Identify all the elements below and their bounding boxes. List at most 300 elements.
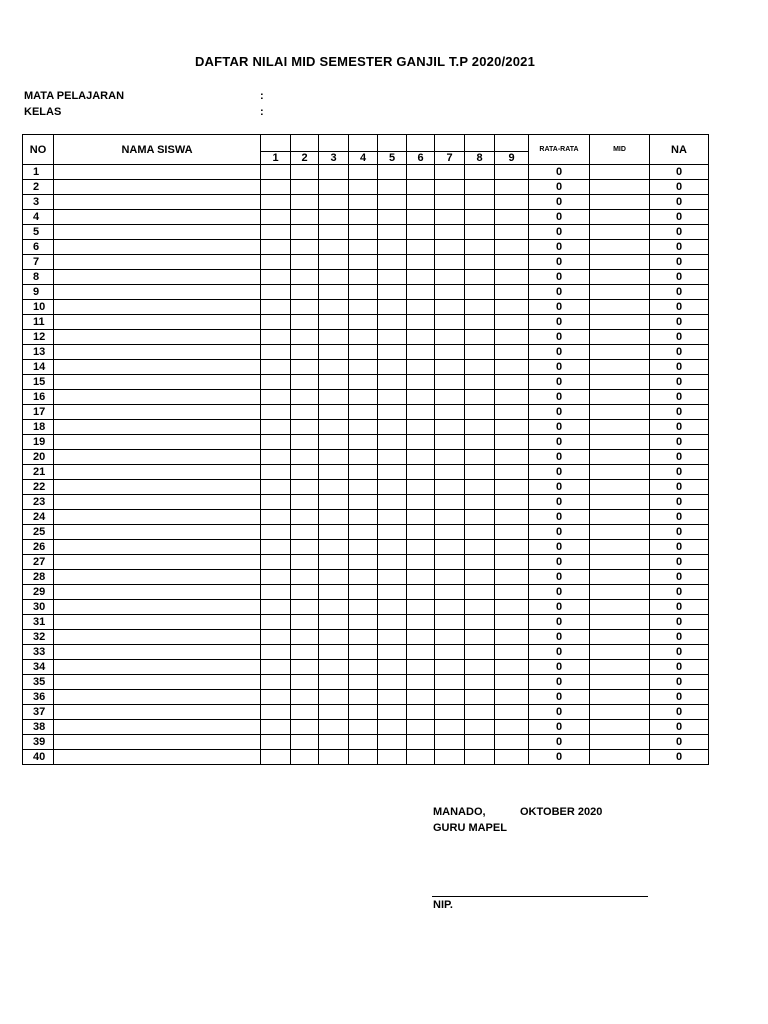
- score-cell-5[interactable]: [378, 255, 407, 270]
- score-cell-6[interactable]: [407, 750, 435, 765]
- score-cell-3[interactable]: [319, 570, 349, 585]
- score-cell-3[interactable]: [319, 435, 349, 450]
- score-cell-1[interactable]: [261, 480, 291, 495]
- student-name-cell[interactable]: [54, 420, 261, 435]
- score-cell-6[interactable]: [407, 360, 435, 375]
- score-cell-1[interactable]: [261, 270, 291, 285]
- score-cell-1[interactable]: [261, 510, 291, 525]
- score-cell-7[interactable]: [435, 675, 465, 690]
- score-cell-7[interactable]: [435, 720, 465, 735]
- score-cell-5[interactable]: [378, 735, 407, 750]
- score-cell-6[interactable]: [407, 690, 435, 705]
- score-cell-8[interactable]: [465, 750, 495, 765]
- score-cell-8[interactable]: [465, 660, 495, 675]
- score-cell-6[interactable]: [407, 465, 435, 480]
- score-cell-4[interactable]: [349, 360, 378, 375]
- score-cell-4[interactable]: [349, 450, 378, 465]
- score-cell-8[interactable]: [465, 270, 495, 285]
- score-cell-7[interactable]: [435, 450, 465, 465]
- score-cell-2[interactable]: [291, 240, 319, 255]
- score-cell-7[interactable]: [435, 570, 465, 585]
- score-cell-2[interactable]: [291, 750, 319, 765]
- score-cell-2[interactable]: [291, 495, 319, 510]
- score-cell-7[interactable]: [435, 630, 465, 645]
- score-cell-5[interactable]: [378, 210, 407, 225]
- score-cell-1[interactable]: [261, 495, 291, 510]
- score-cell-6[interactable]: [407, 450, 435, 465]
- score-cell-6[interactable]: [407, 585, 435, 600]
- score-cell-5[interactable]: [378, 270, 407, 285]
- score-cell-8[interactable]: [465, 540, 495, 555]
- mid-cell[interactable]: [590, 615, 650, 630]
- score-cell-4[interactable]: [349, 255, 378, 270]
- score-cell-9[interactable]: [495, 480, 529, 495]
- score-cell-9[interactable]: [495, 225, 529, 240]
- score-cell-9[interactable]: [495, 165, 529, 180]
- score-cell-6[interactable]: [407, 495, 435, 510]
- score-cell-3[interactable]: [319, 660, 349, 675]
- score-cell-4[interactable]: [349, 375, 378, 390]
- score-cell-4[interactable]: [349, 480, 378, 495]
- score-cell-1[interactable]: [261, 525, 291, 540]
- score-cell-1[interactable]: [261, 750, 291, 765]
- mid-cell[interactable]: [590, 240, 650, 255]
- score-cell-8[interactable]: [465, 300, 495, 315]
- score-cell-7[interactable]: [435, 750, 465, 765]
- score-cell-6[interactable]: [407, 555, 435, 570]
- student-name-cell[interactable]: [54, 615, 261, 630]
- score-cell-7[interactable]: [435, 480, 465, 495]
- score-cell-2[interactable]: [291, 420, 319, 435]
- mid-cell[interactable]: [590, 555, 650, 570]
- score-cell-8[interactable]: [465, 255, 495, 270]
- student-name-cell[interactable]: [54, 690, 261, 705]
- score-cell-3[interactable]: [319, 705, 349, 720]
- mid-cell[interactable]: [590, 225, 650, 240]
- score-cell-3[interactable]: [319, 285, 349, 300]
- student-name-cell[interactable]: [54, 255, 261, 270]
- score-cell-7[interactable]: [435, 690, 465, 705]
- score-cell-9[interactable]: [495, 540, 529, 555]
- student-name-cell[interactable]: [54, 195, 261, 210]
- score-cell-3[interactable]: [319, 195, 349, 210]
- score-cell-8[interactable]: [465, 225, 495, 240]
- student-name-cell[interactable]: [54, 405, 261, 420]
- student-name-cell[interactable]: [54, 240, 261, 255]
- score-cell-7[interactable]: [435, 705, 465, 720]
- score-cell-2[interactable]: [291, 660, 319, 675]
- score-cell-6[interactable]: [407, 570, 435, 585]
- score-cell-2[interactable]: [291, 210, 319, 225]
- score-cell-2[interactable]: [291, 480, 319, 495]
- score-cell-1[interactable]: [261, 675, 291, 690]
- score-cell-2[interactable]: [291, 315, 319, 330]
- score-cell-4[interactable]: [349, 435, 378, 450]
- score-cell-2[interactable]: [291, 615, 319, 630]
- mid-cell[interactable]: [590, 600, 650, 615]
- score-cell-6[interactable]: [407, 480, 435, 495]
- score-cell-1[interactable]: [261, 345, 291, 360]
- score-cell-5[interactable]: [378, 705, 407, 720]
- score-cell-2[interactable]: [291, 735, 319, 750]
- student-name-cell[interactable]: [54, 585, 261, 600]
- score-cell-1[interactable]: [261, 180, 291, 195]
- score-cell-5[interactable]: [378, 465, 407, 480]
- score-cell-1[interactable]: [261, 705, 291, 720]
- score-cell-1[interactable]: [261, 555, 291, 570]
- score-cell-3[interactable]: [319, 630, 349, 645]
- mid-cell[interactable]: [590, 630, 650, 645]
- score-cell-9[interactable]: [495, 360, 529, 375]
- score-cell-7[interactable]: [435, 330, 465, 345]
- score-cell-7[interactable]: [435, 435, 465, 450]
- score-cell-6[interactable]: [407, 225, 435, 240]
- score-cell-1[interactable]: [261, 210, 291, 225]
- score-cell-2[interactable]: [291, 375, 319, 390]
- score-cell-4[interactable]: [349, 315, 378, 330]
- student-name-cell[interactable]: [54, 450, 261, 465]
- score-cell-6[interactable]: [407, 600, 435, 615]
- score-cell-9[interactable]: [495, 735, 529, 750]
- score-cell-9[interactable]: [495, 375, 529, 390]
- score-cell-1[interactable]: [261, 435, 291, 450]
- score-cell-7[interactable]: [435, 195, 465, 210]
- score-cell-8[interactable]: [465, 285, 495, 300]
- student-name-cell[interactable]: [54, 285, 261, 300]
- student-name-cell[interactable]: [54, 600, 261, 615]
- mid-cell[interactable]: [590, 285, 650, 300]
- score-cell-3[interactable]: [319, 450, 349, 465]
- score-cell-1[interactable]: [261, 195, 291, 210]
- score-cell-8[interactable]: [465, 435, 495, 450]
- mid-cell[interactable]: [590, 525, 650, 540]
- mid-cell[interactable]: [590, 585, 650, 600]
- score-cell-4[interactable]: [349, 615, 378, 630]
- score-cell-2[interactable]: [291, 300, 319, 315]
- score-cell-8[interactable]: [465, 360, 495, 375]
- score-cell-1[interactable]: [261, 450, 291, 465]
- mid-cell[interactable]: [590, 645, 650, 660]
- score-cell-9[interactable]: [495, 345, 529, 360]
- score-cell-6[interactable]: [407, 330, 435, 345]
- score-cell-4[interactable]: [349, 225, 378, 240]
- score-cell-5[interactable]: [378, 615, 407, 630]
- student-name-cell[interactable]: [54, 720, 261, 735]
- mid-cell[interactable]: [590, 180, 650, 195]
- score-cell-3[interactable]: [319, 420, 349, 435]
- score-cell-4[interactable]: [349, 240, 378, 255]
- score-cell-7[interactable]: [435, 465, 465, 480]
- score-cell-3[interactable]: [319, 675, 349, 690]
- score-cell-3[interactable]: [319, 720, 349, 735]
- score-cell-9[interactable]: [495, 240, 529, 255]
- score-cell-5[interactable]: [378, 630, 407, 645]
- score-cell-4[interactable]: [349, 705, 378, 720]
- score-cell-8[interactable]: [465, 315, 495, 330]
- student-name-cell[interactable]: [54, 570, 261, 585]
- score-cell-9[interactable]: [495, 300, 529, 315]
- student-name-cell[interactable]: [54, 510, 261, 525]
- mid-cell[interactable]: [590, 705, 650, 720]
- mid-cell[interactable]: [590, 570, 650, 585]
- mid-cell[interactable]: [590, 690, 650, 705]
- score-cell-5[interactable]: [378, 660, 407, 675]
- score-cell-9[interactable]: [495, 750, 529, 765]
- mid-cell[interactable]: [590, 735, 650, 750]
- score-cell-9[interactable]: [495, 630, 529, 645]
- score-cell-7[interactable]: [435, 240, 465, 255]
- student-name-cell[interactable]: [54, 165, 261, 180]
- score-cell-4[interactable]: [349, 675, 378, 690]
- score-cell-7[interactable]: [435, 615, 465, 630]
- score-cell-3[interactable]: [319, 750, 349, 765]
- score-cell-7[interactable]: [435, 360, 465, 375]
- score-cell-5[interactable]: [378, 450, 407, 465]
- score-cell-8[interactable]: [465, 195, 495, 210]
- score-cell-3[interactable]: [319, 240, 349, 255]
- score-cell-4[interactable]: [349, 735, 378, 750]
- student-name-cell[interactable]: [54, 735, 261, 750]
- score-cell-5[interactable]: [378, 510, 407, 525]
- student-name-cell[interactable]: [54, 660, 261, 675]
- score-cell-8[interactable]: [465, 480, 495, 495]
- score-cell-8[interactable]: [465, 735, 495, 750]
- score-cell-2[interactable]: [291, 435, 319, 450]
- score-cell-2[interactable]: [291, 225, 319, 240]
- score-cell-9[interactable]: [495, 465, 529, 480]
- score-cell-8[interactable]: [465, 690, 495, 705]
- score-cell-8[interactable]: [465, 390, 495, 405]
- score-cell-5[interactable]: [378, 435, 407, 450]
- score-cell-4[interactable]: [349, 405, 378, 420]
- mid-cell[interactable]: [590, 360, 650, 375]
- mid-cell[interactable]: [590, 255, 650, 270]
- score-cell-1[interactable]: [261, 240, 291, 255]
- score-cell-1[interactable]: [261, 720, 291, 735]
- score-cell-5[interactable]: [378, 165, 407, 180]
- score-cell-2[interactable]: [291, 180, 319, 195]
- score-cell-4[interactable]: [349, 495, 378, 510]
- score-cell-2[interactable]: [291, 165, 319, 180]
- student-name-cell[interactable]: [54, 300, 261, 315]
- score-cell-3[interactable]: [319, 495, 349, 510]
- score-cell-8[interactable]: [465, 570, 495, 585]
- score-cell-5[interactable]: [378, 285, 407, 300]
- score-cell-2[interactable]: [291, 630, 319, 645]
- score-cell-3[interactable]: [319, 360, 349, 375]
- score-cell-6[interactable]: [407, 210, 435, 225]
- score-cell-3[interactable]: [319, 480, 349, 495]
- mid-cell[interactable]: [590, 660, 650, 675]
- score-cell-1[interactable]: [261, 300, 291, 315]
- score-cell-7[interactable]: [435, 210, 465, 225]
- score-cell-2[interactable]: [291, 345, 319, 360]
- score-cell-9[interactable]: [495, 510, 529, 525]
- score-cell-4[interactable]: [349, 165, 378, 180]
- score-cell-7[interactable]: [435, 165, 465, 180]
- score-cell-7[interactable]: [435, 405, 465, 420]
- score-cell-1[interactable]: [261, 255, 291, 270]
- student-name-cell[interactable]: [54, 375, 261, 390]
- score-cell-4[interactable]: [349, 570, 378, 585]
- mid-cell[interactable]: [590, 315, 650, 330]
- mid-cell[interactable]: [590, 300, 650, 315]
- score-cell-9[interactable]: [495, 420, 529, 435]
- score-cell-5[interactable]: [378, 225, 407, 240]
- score-cell-1[interactable]: [261, 165, 291, 180]
- score-cell-5[interactable]: [378, 345, 407, 360]
- score-cell-2[interactable]: [291, 330, 319, 345]
- student-name-cell[interactable]: [54, 750, 261, 765]
- student-name-cell[interactable]: [54, 210, 261, 225]
- score-cell-1[interactable]: [261, 390, 291, 405]
- score-cell-7[interactable]: [435, 255, 465, 270]
- score-cell-6[interactable]: [407, 195, 435, 210]
- score-cell-9[interactable]: [495, 495, 529, 510]
- score-cell-9[interactable]: [495, 600, 529, 615]
- score-cell-1[interactable]: [261, 690, 291, 705]
- mid-cell[interactable]: [590, 480, 650, 495]
- score-cell-3[interactable]: [319, 330, 349, 345]
- score-cell-8[interactable]: [465, 165, 495, 180]
- mid-cell[interactable]: [590, 330, 650, 345]
- score-cell-5[interactable]: [378, 360, 407, 375]
- score-cell-8[interactable]: [465, 240, 495, 255]
- score-cell-8[interactable]: [465, 375, 495, 390]
- score-cell-4[interactable]: [349, 390, 378, 405]
- score-cell-5[interactable]: [378, 180, 407, 195]
- score-cell-1[interactable]: [261, 465, 291, 480]
- score-cell-7[interactable]: [435, 285, 465, 300]
- score-cell-8[interactable]: [465, 600, 495, 615]
- score-cell-7[interactable]: [435, 525, 465, 540]
- score-cell-7[interactable]: [435, 345, 465, 360]
- score-cell-2[interactable]: [291, 360, 319, 375]
- score-cell-6[interactable]: [407, 675, 435, 690]
- score-cell-7[interactable]: [435, 540, 465, 555]
- mid-cell[interactable]: [590, 420, 650, 435]
- score-cell-4[interactable]: [349, 465, 378, 480]
- student-name-cell[interactable]: [54, 270, 261, 285]
- student-name-cell[interactable]: [54, 225, 261, 240]
- score-cell-3[interactable]: [319, 510, 349, 525]
- score-cell-4[interactable]: [349, 540, 378, 555]
- score-cell-8[interactable]: [465, 510, 495, 525]
- student-name-cell[interactable]: [54, 180, 261, 195]
- student-name-cell[interactable]: [54, 705, 261, 720]
- score-cell-3[interactable]: [319, 375, 349, 390]
- score-cell-6[interactable]: [407, 435, 435, 450]
- score-cell-9[interactable]: [495, 690, 529, 705]
- mid-cell[interactable]: [590, 720, 650, 735]
- score-cell-5[interactable]: [378, 480, 407, 495]
- score-cell-9[interactable]: [495, 615, 529, 630]
- score-cell-5[interactable]: [378, 420, 407, 435]
- score-cell-9[interactable]: [495, 285, 529, 300]
- score-cell-4[interactable]: [349, 630, 378, 645]
- score-cell-6[interactable]: [407, 300, 435, 315]
- student-name-cell[interactable]: [54, 330, 261, 345]
- score-cell-6[interactable]: [407, 615, 435, 630]
- score-cell-3[interactable]: [319, 225, 349, 240]
- score-cell-8[interactable]: [465, 210, 495, 225]
- score-cell-8[interactable]: [465, 420, 495, 435]
- score-cell-6[interactable]: [407, 540, 435, 555]
- score-cell-1[interactable]: [261, 540, 291, 555]
- student-name-cell[interactable]: [54, 645, 261, 660]
- score-cell-7[interactable]: [435, 315, 465, 330]
- score-cell-1[interactable]: [261, 615, 291, 630]
- score-cell-7[interactable]: [435, 390, 465, 405]
- student-name-cell[interactable]: [54, 435, 261, 450]
- student-name-cell[interactable]: [54, 525, 261, 540]
- mid-cell[interactable]: [590, 675, 650, 690]
- score-cell-7[interactable]: [435, 420, 465, 435]
- score-cell-4[interactable]: [349, 690, 378, 705]
- score-cell-5[interactable]: [378, 570, 407, 585]
- score-cell-1[interactable]: [261, 630, 291, 645]
- score-cell-5[interactable]: [378, 600, 407, 615]
- score-cell-9[interactable]: [495, 675, 529, 690]
- score-cell-9[interactable]: [495, 705, 529, 720]
- score-cell-7[interactable]: [435, 495, 465, 510]
- score-cell-1[interactable]: [261, 405, 291, 420]
- student-name-cell[interactable]: [54, 555, 261, 570]
- score-cell-5[interactable]: [378, 495, 407, 510]
- score-cell-3[interactable]: [319, 585, 349, 600]
- score-cell-7[interactable]: [435, 645, 465, 660]
- score-cell-4[interactable]: [349, 585, 378, 600]
- score-cell-6[interactable]: [407, 180, 435, 195]
- score-cell-2[interactable]: [291, 285, 319, 300]
- score-cell-2[interactable]: [291, 585, 319, 600]
- score-cell-4[interactable]: [349, 420, 378, 435]
- score-cell-3[interactable]: [319, 555, 349, 570]
- score-cell-4[interactable]: [349, 285, 378, 300]
- score-cell-4[interactable]: [349, 180, 378, 195]
- score-cell-1[interactable]: [261, 420, 291, 435]
- score-cell-7[interactable]: [435, 180, 465, 195]
- score-cell-8[interactable]: [465, 525, 495, 540]
- mid-cell[interactable]: [590, 510, 650, 525]
- student-name-cell[interactable]: [54, 345, 261, 360]
- score-cell-6[interactable]: [407, 510, 435, 525]
- score-cell-1[interactable]: [261, 285, 291, 300]
- score-cell-8[interactable]: [465, 330, 495, 345]
- score-cell-3[interactable]: [319, 405, 349, 420]
- score-cell-6[interactable]: [407, 240, 435, 255]
- score-cell-1[interactable]: [261, 315, 291, 330]
- score-cell-3[interactable]: [319, 690, 349, 705]
- score-cell-5[interactable]: [378, 330, 407, 345]
- score-cell-1[interactable]: [261, 570, 291, 585]
- mid-cell[interactable]: [590, 195, 650, 210]
- student-name-cell[interactable]: [54, 480, 261, 495]
- score-cell-2[interactable]: [291, 540, 319, 555]
- score-cell-9[interactable]: [495, 210, 529, 225]
- score-cell-3[interactable]: [319, 315, 349, 330]
- score-cell-2[interactable]: [291, 510, 319, 525]
- score-cell-1[interactable]: [261, 645, 291, 660]
- score-cell-5[interactable]: [378, 690, 407, 705]
- score-cell-4[interactable]: [349, 645, 378, 660]
- score-cell-2[interactable]: [291, 390, 319, 405]
- score-cell-4[interactable]: [349, 345, 378, 360]
- mid-cell[interactable]: [590, 465, 650, 480]
- score-cell-9[interactable]: [495, 585, 529, 600]
- mid-cell[interactable]: [590, 435, 650, 450]
- score-cell-8[interactable]: [465, 675, 495, 690]
